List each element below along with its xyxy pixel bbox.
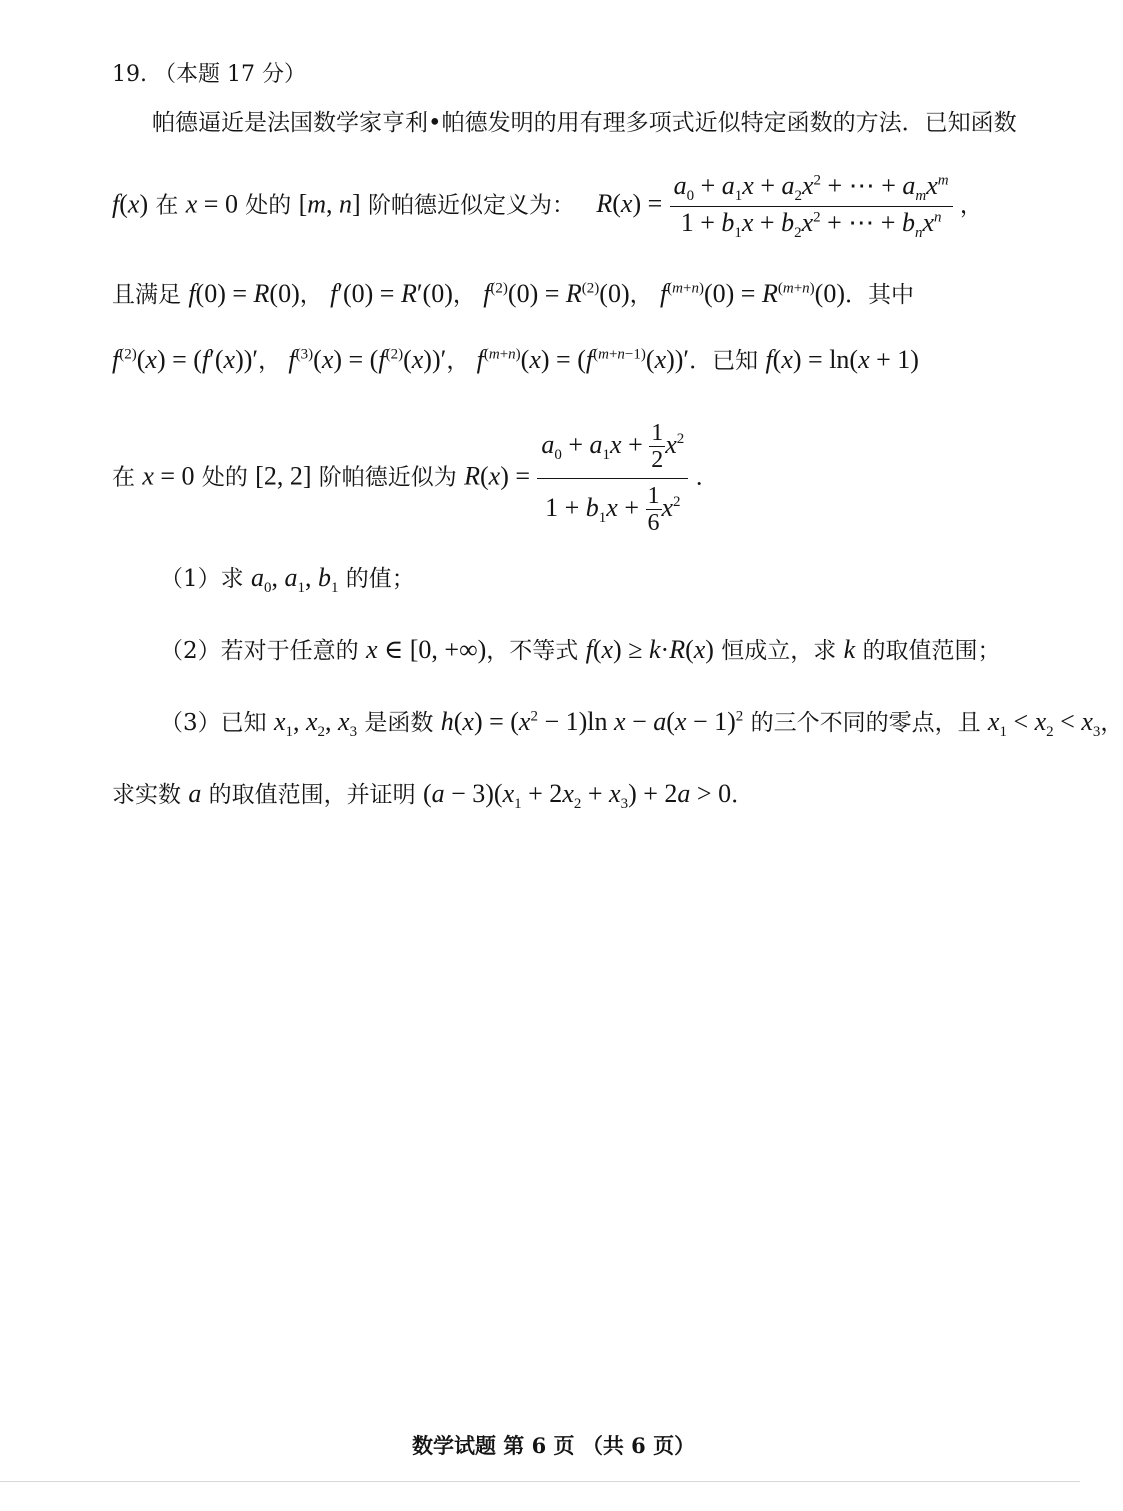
question-number: 19. (112, 62, 147, 87)
conditions-line: 且满足 f(0) = R(0)， f′(0) = R′(0)， $f^{(2)}(0) = R^{(2)}(0)$， $f^{(m+n)}(0) = R^{(m+n)}(0)$．其中 (112, 279, 914, 308)
intro-line-1: 帕德逼近是法国数学家亨利•帕德发明的用有理多项式近似特定函数的方法．已知函数 (152, 110, 1017, 136)
question-points: （本题 17 分） (154, 62, 306, 87)
pade-definition-fraction: $\frac{a_0 + a_1x + a_2x^2 + \cdots + a_mx^m}{1 + b_1x + b_2x^2 + \cdots + b_nx^n}$ (670, 170, 953, 243)
question-3: （3）已知 $x_1$, $x_2$, $x_3$ 是函数 $h(x) = (x^2 - 1)\ln$ $x - a(x - 1)^2$ 的三个不同的零点，且 $x_1 < x_2 < x_3$， (160, 707, 1123, 741)
question-2: （2）若对于任意的 x ∈ [0, +∞)，不等式 f(x) ≥ k·R(x) 恒成立，求 k 的取值范围； (160, 635, 1001, 664)
definition-line: f(x) 在 x = 0 处的 [m, n] 阶帕德近似定义为： R(x) = $\frac{a_0 + a_1x + a_2x^2 + \cdots + a_mx^m}{1 + b_1x + b_2x^2 + \cdots + b_nx^n}$ ， (112, 171, 983, 242)
given-pade-fraction: $a_0 + a_1x$ + $\frac{1}{2}$ $x^2$ $1 + b_1x$ + $\frac{1}{6}$ $x^2$ (537, 420, 688, 537)
question-3-continuation: 求实数 a 的取值范围，并证明 $(a - 3)(x_1 + 2x_2 + x_3) + 2a > 0$． (112, 779, 755, 813)
question-1: （1）求 $a_0$, $a_1$, $b_1$ 的值； (160, 563, 415, 597)
question-3-label: （3） (160, 710, 221, 736)
given-pade-line: 在 x = 0 处的 [2, 2] 阶帕德近似为 R(x) = $a_0 + a_1x$ + $\frac{1}{2}$ $x^2$ $1 + b_1x$ + $\frac{1}{6}$ $x^2$ ． (112, 420, 719, 537)
derivatives-line: $f^{(2)}(x) = (f'(x))'$， $f^{(3)}(x) = (f^{(2)}(x))'$， $f^{(m+n)}(x) = (f^{(m+n-1)}(x))'$．已知 f(x) = ln(x + 1) (112, 345, 919, 374)
page-footer: 数学试题 第 6 页 （共 6 页） (412, 1433, 696, 1458)
question-2-label: （2） (160, 638, 221, 664)
question-header (112, 62, 306, 88)
question-1-label: （1） (160, 566, 221, 592)
footer-rule (0, 1481, 1080, 1482)
